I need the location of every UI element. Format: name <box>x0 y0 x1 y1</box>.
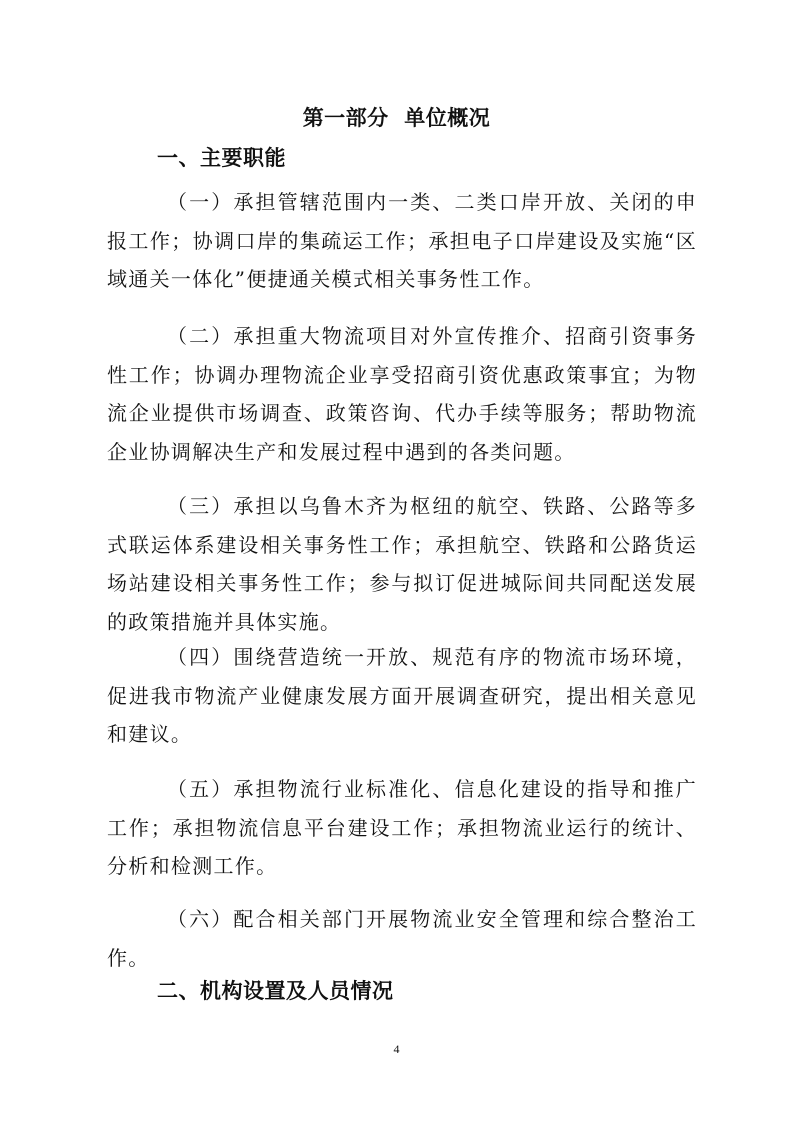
paragraph-function-4: （四）围绕营造统一开放、规范有序的物流市场环境，促进我市物流产业健康发展方面开展调查研究，提出相关意见和建议。 <box>107 645 697 746</box>
paragraph-function-5: （五）承担物流行业标准化、信息化建设的指导和推广工作；承担物流信息平台建设工作；承担物流业运行的统计、分析和检测工作。 <box>107 777 697 878</box>
paragraph-function-3: （三）承担以乌鲁木齐为枢纽的航空、铁路、公路等多式联运体系建设相关事务性工作；承担航空、铁路和公路货运场站建设相关事务性工作；参与拟订促进城际间共同配送发展的政策措施并具体实施。 <box>107 494 697 634</box>
section-heading-organization-staff: 二、机构设置及人员情况 <box>157 979 394 1003</box>
section-heading-main-functions: 一、主要职能 <box>157 146 286 170</box>
page-number: 4 <box>393 1042 400 1056</box>
paragraph-function-2: （二）承担重大物流项目对外宣传推介、招商引资事务性工作；协调办理物流企业享受招商引资优惠政策事宜；为物流企业提供市场调查、政策咨询、代办手续等服务；帮助物流企业协调解决生产和发展过程中遇到的各类问题。 <box>107 324 697 464</box>
paragraph-function-1: （一）承担管辖范围内一类、二类口岸开放、关闭的申报工作；协调口岸的集疏运工作；承担电子口岸建设及实施“区域通关一体化”便捷通关模式相关事务性工作。 <box>107 190 697 291</box>
paragraph-function-6: （六）配合相关部门开展物流业安全管理和综合整治工作。 <box>107 907 697 970</box>
part-title: 第一部分 单位概况 <box>302 106 491 130</box>
